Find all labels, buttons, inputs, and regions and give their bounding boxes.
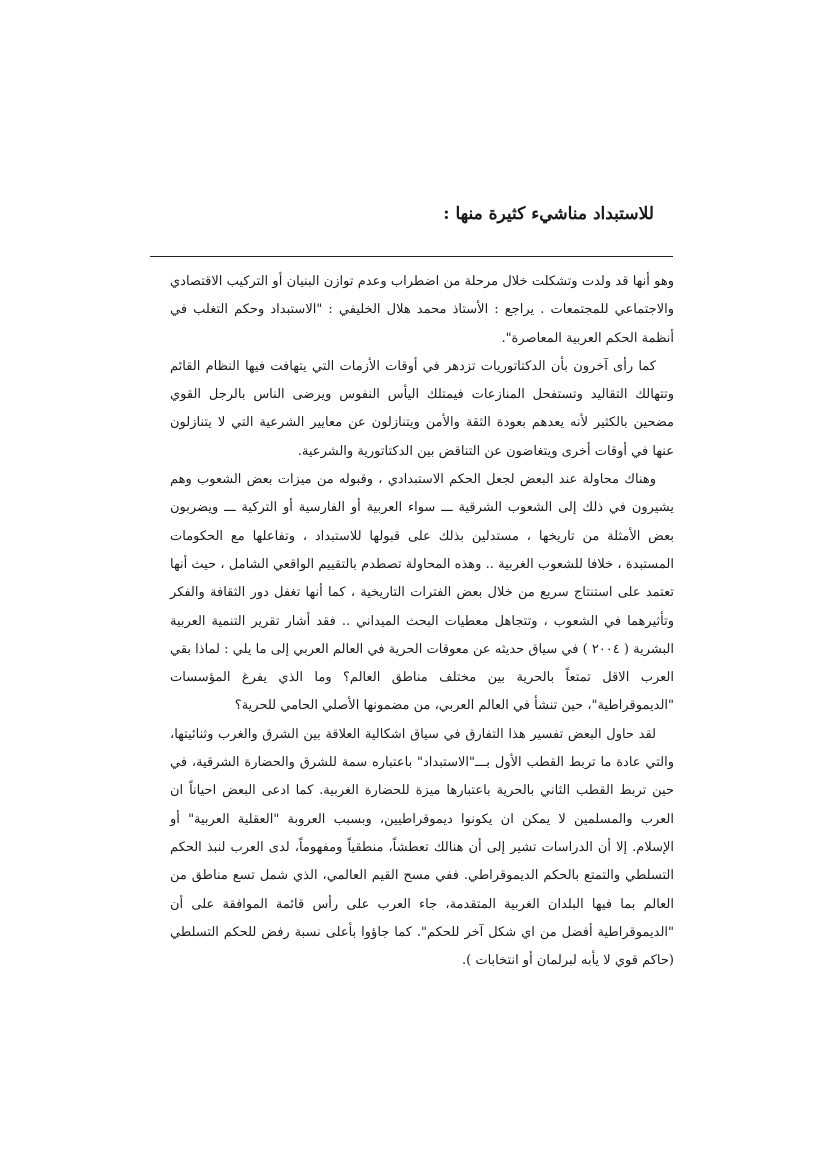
footnote-divider xyxy=(150,256,673,257)
paragraph-4: لقد حاول البعض تفسير هذا التفارق في سياق اشكالية العلاقة بين الشرق والغرب وثنائيتها، والتي عادة ما تربط القطب الأول بـــ"الاستبداد" باعتباره سمة للشرق والحضارة الشرقية، في حين تربط القطب الثاني بالحرية باعتبارها ميزة للحضارة الغربية. كما ادعى البعض احياناً ان العرب والمسلمين لا يمكن ان يكونوا ديموقراطيين، وبسبب العروبة "العقلية العربية" أو الإسلام. إلا أن الدراسات تشير إلى أن هنالك تعطشاً، منطقياً ومفهوماً، لدى العرب لنبذ الحكم التسلطي والتمتع بالحكم الديموقراطي. ففي مسح القيم العالمي، الذي شمل تسع مناطق من العالم بما فيها البلدان الغربية المتقدمة، جاء العرب على رأس قائمة الموافقة على أن "الديموقراطية أفضل من اي شكل آخر للحكم". كما جاؤوا بأعلى نسبة رفض للحكم التسلطي (حاكم قوي لا يأبه لبرلمان أو انتخابات ). xyxy=(170,726,674,969)
body-text xyxy=(170,268,674,975)
paragraph-3: وهناك محاولة عند البعض لجعل الحكم الاستبدادي ، وقبوله من ميزات بعض الشعوب وهم يشيرون في ذلك إلى الشعوب الشرقية ـــ سواء العربية أو الفارسية أو التركية ـــ ويضربون بعض الأمثلة من تاريخها ، مستدلين بذلك على قبولها للاستبداد ، وتفاعلها مع الحكومات المستبدة ، خلافا للشعوب الغربية .. وهذه المحاولة تصطدم بالتقييم الواقعي الشامل ، حيث أنها تعتمد على استنتاج سريع من خلال بعض الفترات التاريخية ، كما أنها تغفل دور الثقافة والفكر وتأثيرهما في الشعوب ، وتتجاهل معطيات البحث الميداني .. فقد أشار تقرير التنمية العربية البشرية ( ٢٠٠٤ ) في سياق حديثه عن معوقات الحرية في العالم العربي إلى ما يلي : لماذا بقي العرب الاقل تمتعاً بالحرية بين مختلف مناطق العالم؟ وما الذي يفرغ المؤسسات "الديموقراطية"، حين تنشأ في العالم العربي، من مضمونها الأصلي الحامي للحرية؟ xyxy=(170,472,674,714)
paragraph-1: وهو أنها قد ولدت وتشكلت خلال مرحلة من اضطراب وعدم توازن البنيان أو التركيب الاقتصادي والاجتماعي للمجتمعات . يراجع : الأستاذ محمد هلال الخليفي : "الاستبداد وحكم التغلب في أنظمة الحكم العربية المعاصرة". xyxy=(170,274,674,346)
section-heading: للاستبداد مناشيء كثيرة منها : xyxy=(443,204,654,224)
paragraph-2: كما رأى آخرون بأن الدكتاتوريات تزدهر في أوقات الأزمات التي يتهافت فيها النظام القائم وتتهالك التقاليد وتستفحل المنازعات فيمتلك اليأس النفوس ويرضى الناس بالرجل القوي مضحين بالكثير لأنه يعدهم بعودة الثقة والأمن ويتنازلون عن معايير الشرعية التي لا يتنازلون عنها في أوقات أخرى ويتغاضون عن التناقض بين الدكتاتورية والشرعية. xyxy=(170,358,674,459)
